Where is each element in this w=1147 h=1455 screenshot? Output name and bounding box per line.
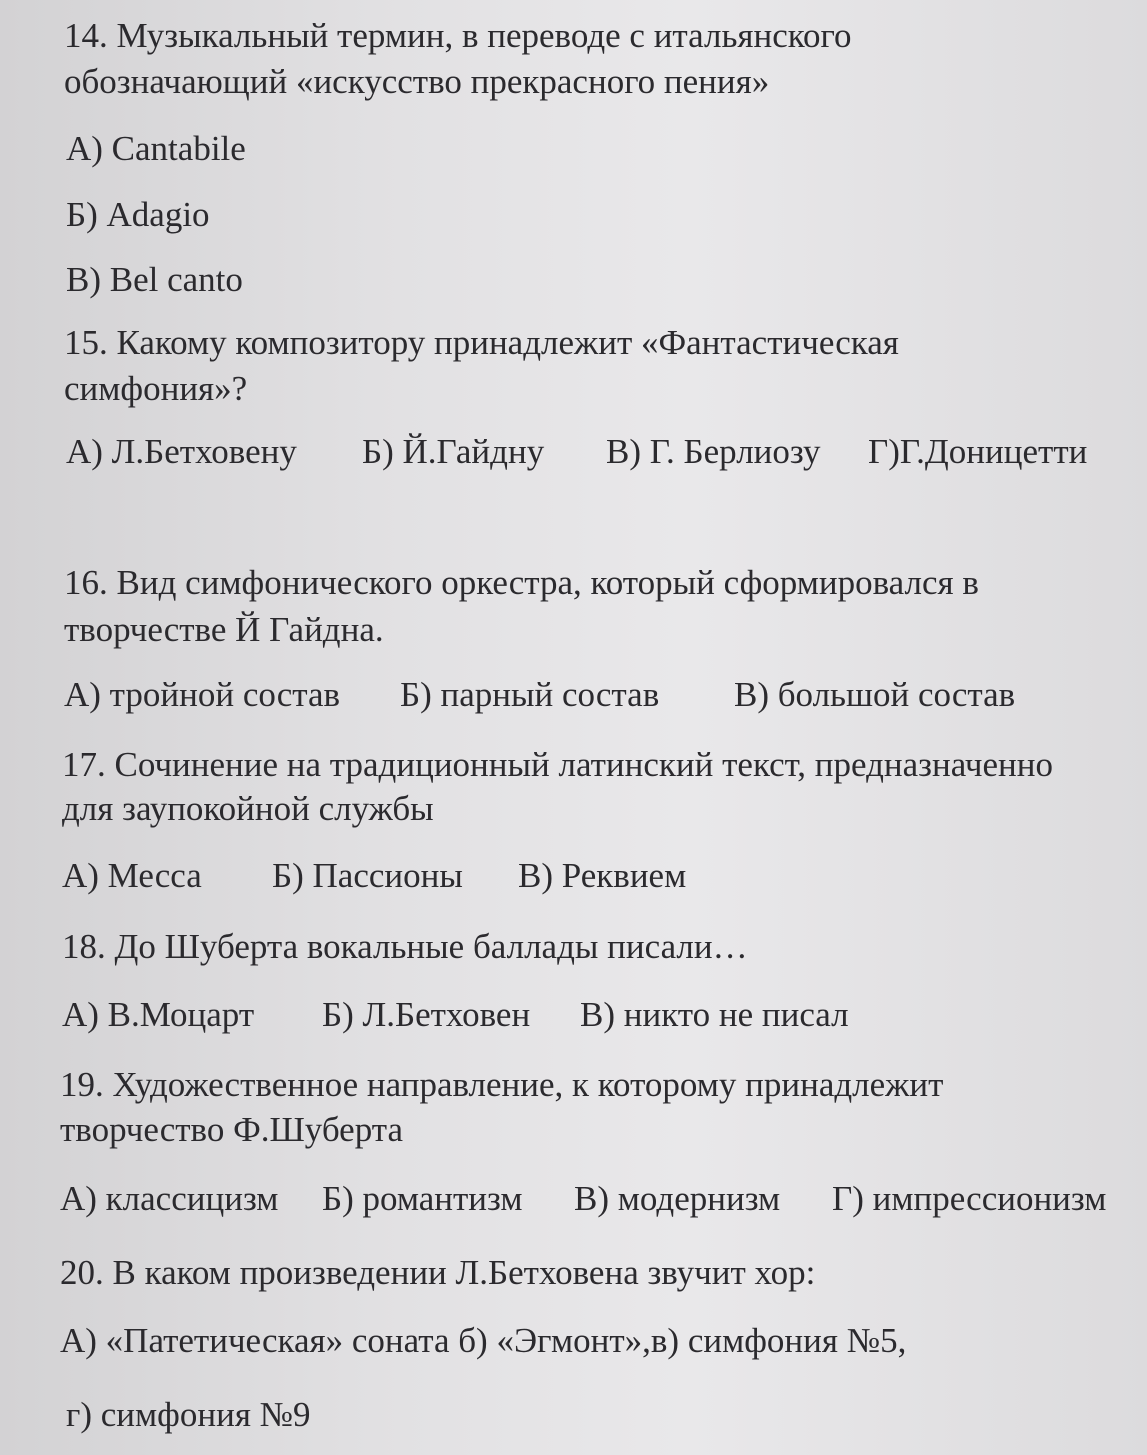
answer-option: Б) Л.Бетховен xyxy=(322,995,531,1034)
answer-option: Б) Й.Гайдну xyxy=(362,432,545,471)
answer-options-row xyxy=(0,1179,1147,1219)
answer-option: В) никто не писал xyxy=(580,995,849,1034)
question-text: для заупокойной службы xyxy=(62,789,434,828)
answer-option: В) Bel canto xyxy=(66,260,243,299)
answer-option: А) В.Моцарт xyxy=(62,995,255,1034)
answer-option: А) Месса xyxy=(62,856,202,895)
question-text: 14. Музыкальный термин, в переводе с итальянского xyxy=(64,16,852,55)
answer-options-row xyxy=(0,432,1147,472)
answer-option: В) большой состав xyxy=(734,675,1016,714)
question-text: 16. Вид симфонического оркестра, который сформировался в xyxy=(64,563,979,602)
answer-option: Б) романтизм xyxy=(322,1179,523,1218)
question-text: 20. В каком произведении Л.Бетховена звучит хор: xyxy=(60,1253,816,1292)
answer-option: А) классицизм xyxy=(60,1179,279,1218)
question-text: 19. Художественное направление, к которому принадлежит xyxy=(60,1065,944,1104)
question-text: творчество Ф.Шуберта xyxy=(60,1110,404,1149)
answer-option: Г)Г.Доницетти xyxy=(868,432,1088,471)
answer-option: А) «Патетическая» соната б) «Эгмонт»,в) симфония №5, xyxy=(60,1321,907,1360)
answer-option: А) Cantabile xyxy=(66,129,246,168)
answer-options-row xyxy=(0,995,1147,1035)
answer-option: А) тройной состав xyxy=(64,675,341,714)
answer-option: В) модернизм xyxy=(574,1179,781,1218)
answer-option: В) Реквием xyxy=(518,856,687,895)
answer-option: Б) Adagio xyxy=(66,195,210,234)
question-text: симфония»? xyxy=(64,369,248,408)
answer-option: Г) импрессионизм xyxy=(832,1179,1107,1218)
question-text: 15. Какому композитору принадлежит «Фантастическая xyxy=(64,323,899,362)
answer-option: В) Г. Берлиозу xyxy=(606,432,821,471)
question-text: 17. Сочинение на традиционный латинский текст, предназначенно xyxy=(62,745,1053,784)
question-text: творчестве Й Гайдна. xyxy=(64,610,384,649)
answer-options-row xyxy=(0,856,1147,896)
answer-option: г) симфония №9 xyxy=(66,1395,311,1434)
question-text: 18. До Шуберта вокальные баллады писали… xyxy=(62,927,748,966)
question-text: обозначающий «искусство прекрасного пения» xyxy=(64,62,770,101)
answer-option: Б) парный состав xyxy=(400,675,660,714)
answer-options-row xyxy=(0,675,1147,715)
answer-option: А) Л.Бетховену xyxy=(66,432,297,471)
answer-option: Б) Пассионы xyxy=(272,856,463,895)
